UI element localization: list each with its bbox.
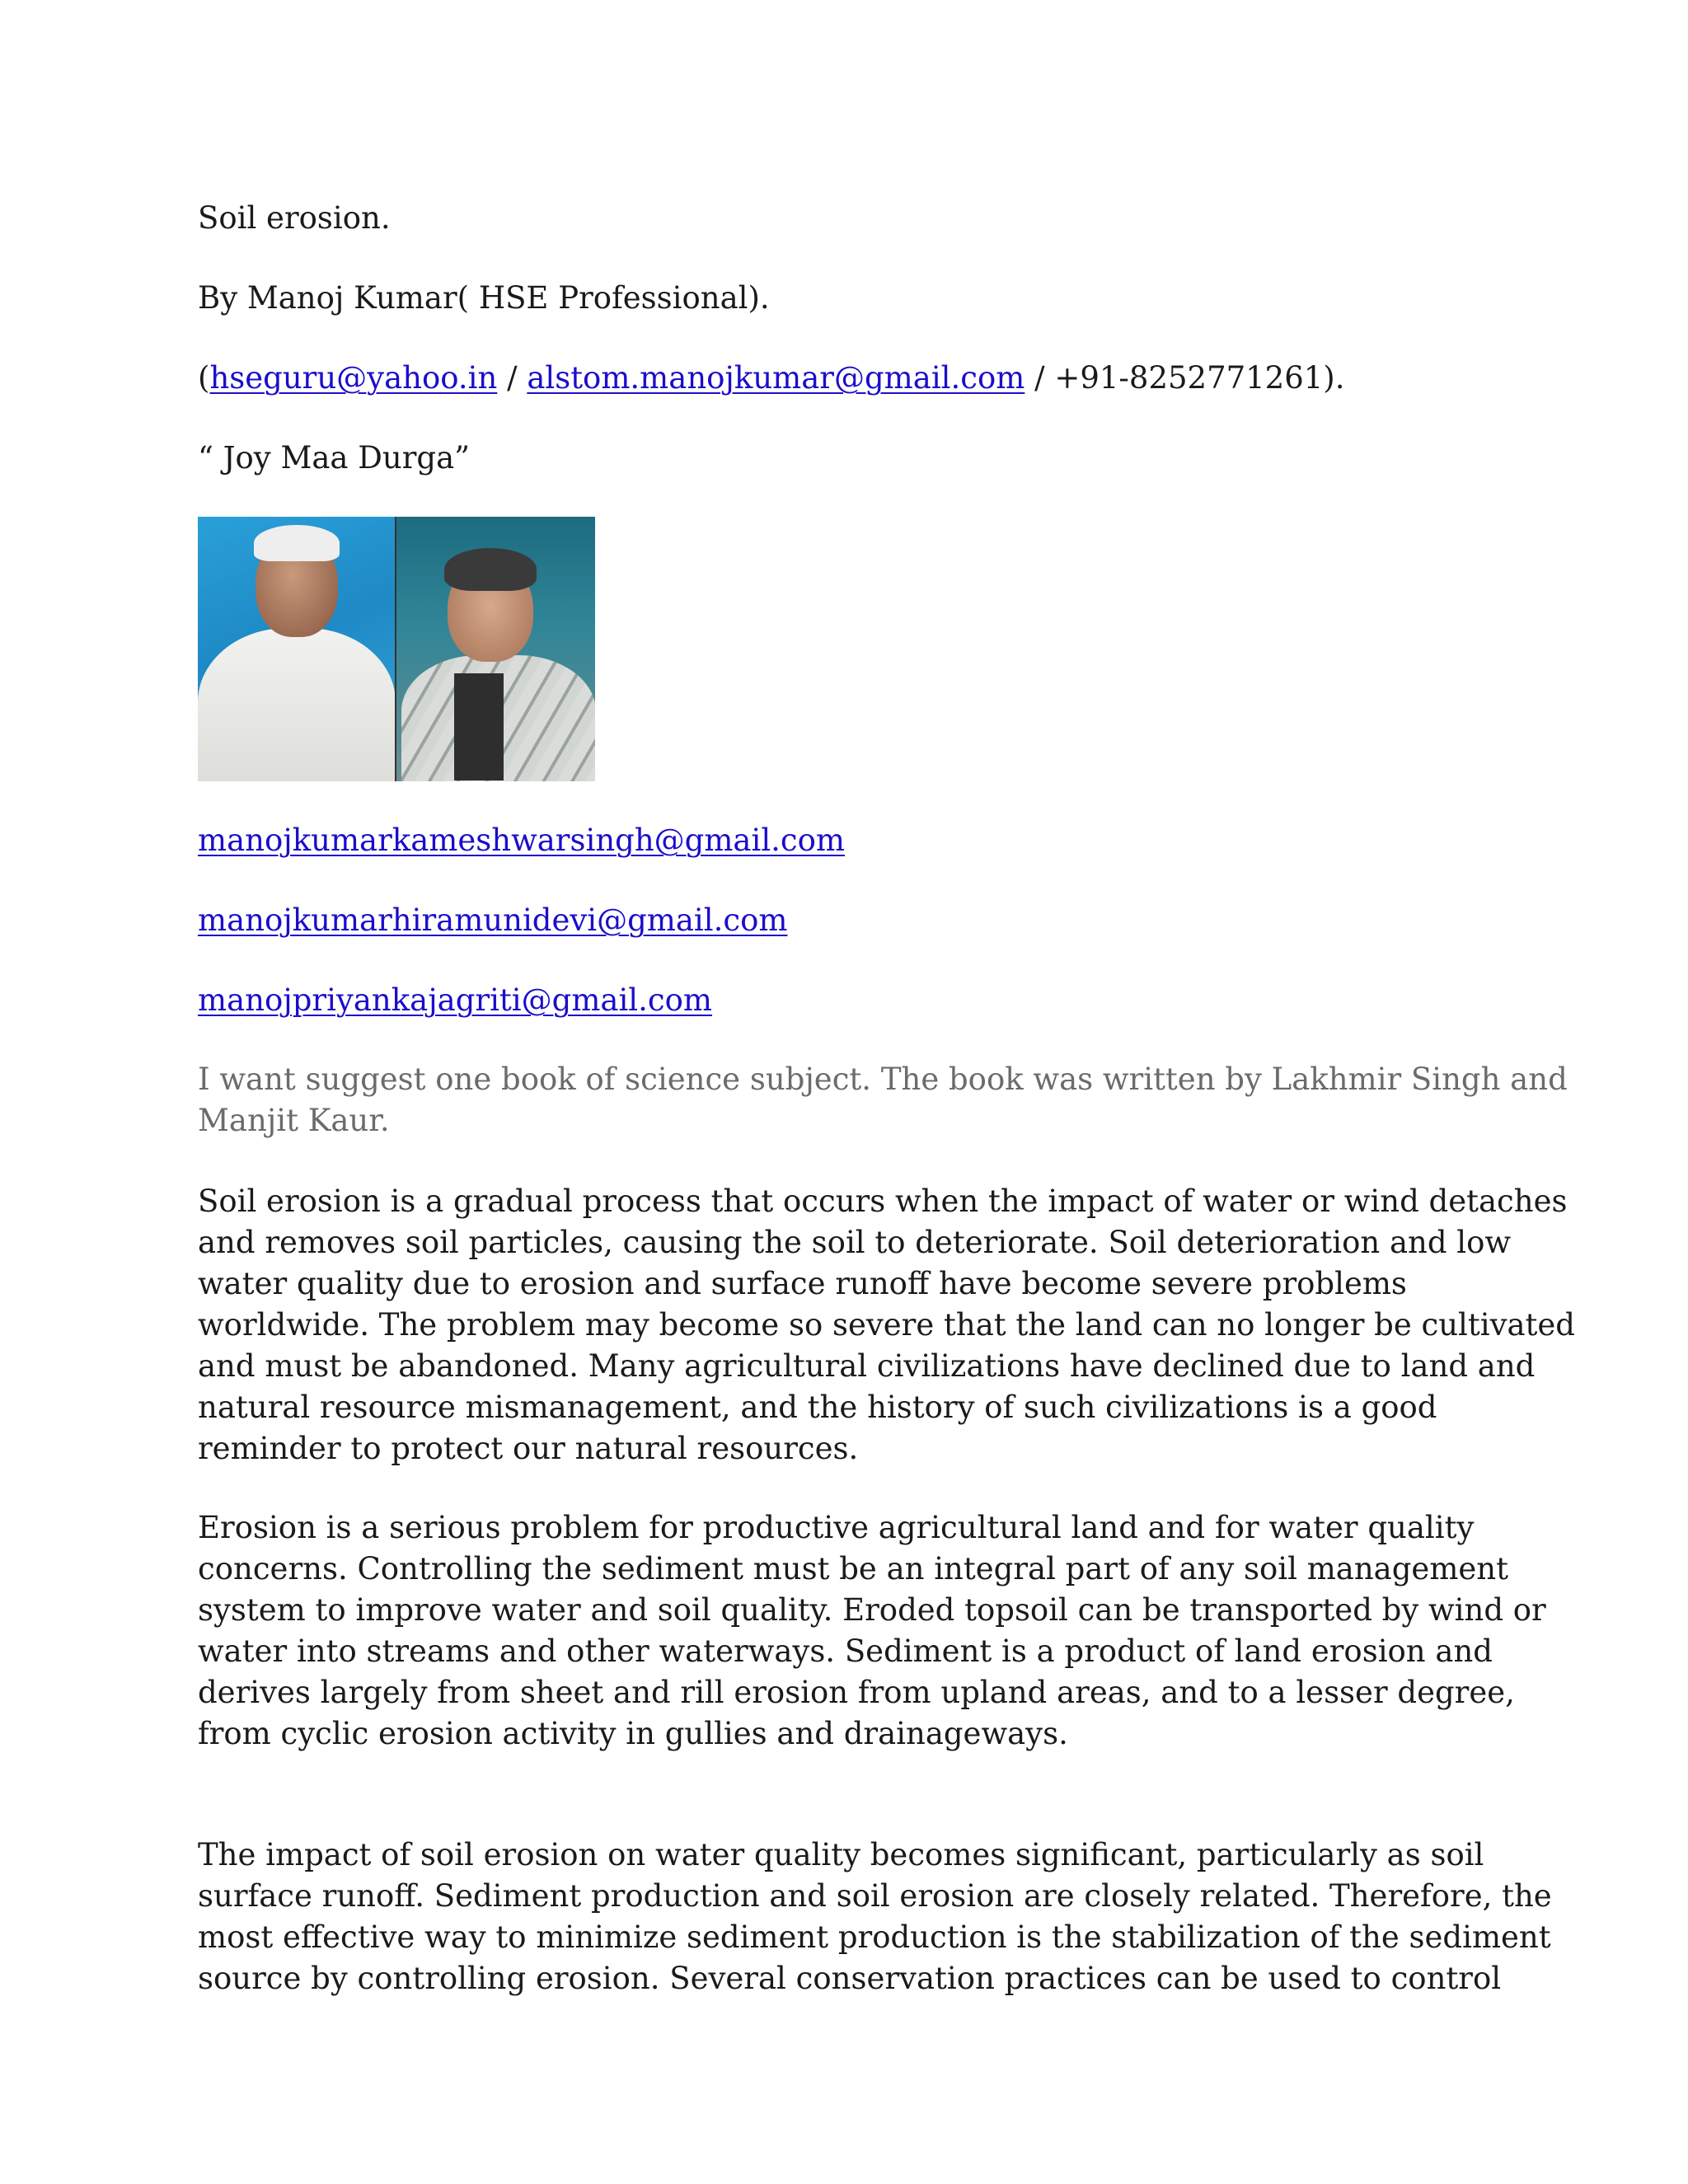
contact-open-paren: ( <box>198 360 210 396</box>
text-line: source by controlling erosion. Several conservation practices can be used to control <box>198 1961 1502 1996</box>
text-line: natural resource mismanagement, and the history of such civilizations is a good <box>198 1390 1437 1425</box>
paragraph-3 <box>198 1835 1552 1999</box>
photo-woman-blouse <box>454 673 504 780</box>
contact-separator: / <box>497 360 528 396</box>
email-item-3 <box>198 980 712 1021</box>
author-byline: By Manoj Kumar( HSE Professional). <box>198 280 770 316</box>
book-suggestion <box>198 1059 1568 1141</box>
blessing-quote: “ Joy Maa Durga” <box>198 440 471 476</box>
email-link-hiramunidevi[interactable]: manojkumarhiramunidevi@gmail.com <box>198 902 788 938</box>
photo-woman-hair <box>444 548 537 591</box>
text-line: surface runoff. Sediment production and soil erosion are closely related. Therefore, the <box>198 1878 1552 1914</box>
photo-elderly-man <box>198 517 395 781</box>
text-line: most effective way to minimize sediment production is the stabilization of the sediment <box>198 1919 1551 1955</box>
photo-elderly-woman <box>395 517 595 781</box>
text-line: The impact of soil erosion on water quality becomes significant, particularly as soil <box>198 1837 1484 1872</box>
email-link-yahoo[interactable]: hseguru@yahoo.in <box>209 360 498 396</box>
text-line: Manjit Kaur. <box>198 1103 390 1138</box>
email-item-2 <box>198 900 787 941</box>
text-line: from cyclic erosion activity in gullies and drainageways. <box>198 1716 1068 1751</box>
paragraph-1 <box>198 1181 1575 1469</box>
document-title: Soil erosion. <box>198 200 391 236</box>
text-line: Soil erosion is a gradual process that occurs when the impact of water or wind detaches <box>198 1183 1568 1219</box>
text-line: water into streams and other waterways. Sediment is a product of land erosion and <box>198 1633 1493 1669</box>
text-line: water quality due to erosion and surface runoff have become severe problems <box>198 1266 1407 1301</box>
photo-man-shirt <box>198 628 395 781</box>
text-line: Erosion is a serious problem for productive agricultural land and for water quality <box>198 1510 1475 1545</box>
text-line: and removes soil particles, causing the soil to deteriorate. Soil deterioration and low <box>198 1225 1512 1260</box>
parents-photo <box>198 517 595 781</box>
text-line: and must be abandoned. Many agricultural civilizations have declined due to land and <box>198 1348 1536 1384</box>
text-line: reminder to protect our natural resources. <box>198 1431 859 1466</box>
paragraph-2 <box>198 1507 1546 1755</box>
text-line: concerns. Controlling the sediment must be an integral part of any soil management <box>198 1551 1509 1586</box>
photo-man-hair <box>254 525 340 561</box>
contact-line <box>198 358 1345 399</box>
text-line: system to improve water and soil quality. Eroded topsoil can be transported by wind or <box>198 1592 1546 1628</box>
contact-phone: / +91-8252771261). <box>1025 360 1345 396</box>
text-line: worldwide. The problem may become so severe that the land can no longer be cultivated <box>198 1307 1575 1343</box>
email-link-kameshwarsingh[interactable]: manojkumarkameshwarsingh@gmail.com <box>198 823 846 858</box>
email-item-1 <box>198 820 845 861</box>
text-line: derives largely from sheet and rill erosion from upland areas, and to a lesser degree, <box>198 1675 1515 1710</box>
email-link-priyankajagriti[interactable]: manojpriyankajagriti@gmail.com <box>198 982 712 1018</box>
text-line: I want suggest one book of science subject. The book was written by Lakhmir Singh and <box>198 1062 1568 1097</box>
email-link-alstom[interactable]: alstom.manojkumar@gmail.com <box>527 360 1025 396</box>
